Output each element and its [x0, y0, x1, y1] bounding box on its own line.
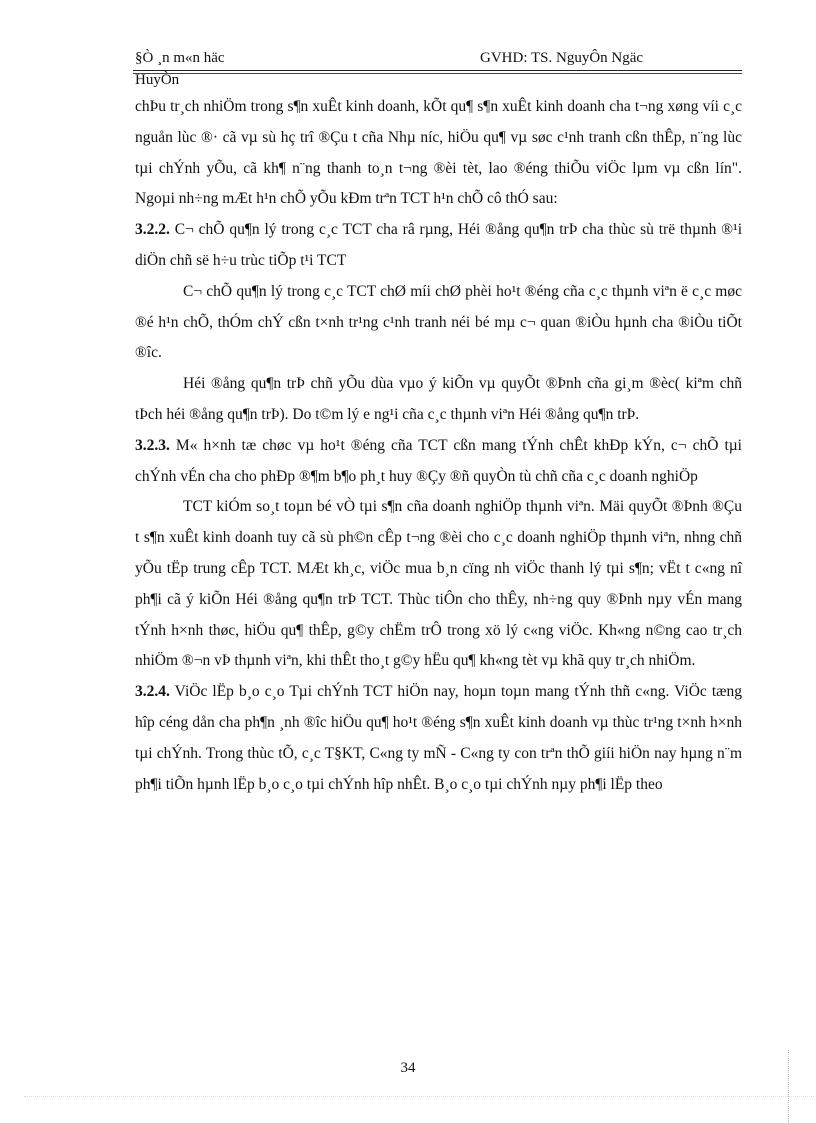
section-heading-text: ViÖc lËp b¸o c¸o Tµi chÝnh TCT hiÖn nay, hoµn toµn mang tÝnh thñ c«ng. ViÖc tæng hîp céng dån cha ph¶n ¸nh ®îc hiÖu qu¶ ho¹t ®éng s¶n xuÊt kinh doanh vµ thùc tr¹ng t×nh h×nh tµi chÝnh. Trong thùc tÕ, c¸c T§KT, C«ng ty mÑ - C«ng ty con trªn thÕ giíi hiÖn nay hµng n¨m ph¶i tiÕn hµnh lËp b¸o c¸o tµi chÝnh hîp nhÊt. B¸o c¸o tµi chÝnh nµy ph¶i lËp theo [135, 683, 742, 793]
section-number: 3.2.3. [135, 436, 170, 454]
section-number: 3.2.2. [135, 221, 170, 239]
paragraph-text: Héi ®ång qu¶n trÞ chñ yÕu dùa vµo ý kiÕn vµ quyÕt ®Þnh cña gi¸m ®èc( kiªm chñ tÞch héi ®ång qu¶n trÞ). Do t©m lý e ng¹i cña c¸c thµnh viªn Héi ®ång qu¶n trÞ. [135, 375, 742, 423]
paragraph [135, 369, 742, 431]
paragraph [135, 92, 742, 215]
section-paragraph [135, 431, 742, 493]
page-edge-dots [24, 1096, 814, 1097]
paragraph-text: C¬ chÕ qu¶n lý trong c¸c TCT chØ míi chØ phèi ho¹t ®éng cña c¸c thµnh viªn ë c¸c møc ®é h¹n chÕ, thÓm chÝ cßn t×nh tr¹ng c¹nh tranh néi bé mµ c¬ quan ®iÒu hµnh cha ®iÒu tiÕt ®îc. [135, 282, 742, 362]
section-heading-text: C¬ chÕ qu¶n lý trong c¸c TCT cha râ rµng, Héi ®ång qu¶n trÞ cha thùc sù trë thµnh ®¹i diÖn chñ së h÷u trùc tiÕp t¹i TCT [135, 221, 742, 269]
page-body [135, 92, 742, 800]
header-rule-secondary [133, 73, 742, 74]
paragraph-text: chÞu tr¸ch nhiÖm trong s¶n xuÊt kinh doanh, kÕt qu¶ s¶n xuÊt kinh doanh cha t¬ng xøng víi c¸c nguån lùc ®· cã vµ sù hç trî ®Çu t cña Nhµ níc, hiÖu qu¶ vµ søc c¹nh tranh cßn thÊp, n¨ng lùc tµi chÝnh yÕu, cã kh¶ n¨ng thanh to¸n t¬ng ®èi tèt, lao ®éng thiÕu viÖc lµm vµ cßn lín". Ngoµi nh÷ng mÆt h¹n chÕ yÕu kÐm trªn TCT h¹n chÕ cô thÓ sau: [135, 98, 742, 208]
page-number: 34 [400, 1060, 416, 1076]
margin-guide [788, 1050, 789, 1123]
section-paragraph [135, 215, 742, 277]
header-advisor: GVHD: TS. NguyÔn Ngäc [480, 50, 644, 66]
header-subject: §Ò ¸n m«n häc [135, 50, 225, 66]
paragraph [135, 277, 742, 369]
section-number: 3.2.4. [135, 683, 170, 701]
header-rule [133, 70, 742, 71]
section-heading-text: M« h×nh tæ chøc vµ ho¹t ®éng cña TCT cßn mang tÝnh chÊt khÐp kÝn, c¬ chÕ tµi chÝnh vÉn cha cho phÐp ®¶m b¶o ph¸t huy ®Çy ®ñ quyÒn tù chñ cña c¸c doanh nghiÖp [135, 436, 742, 485]
paragraph-text: TCT kiÓm so¸t toµn bé vÒ tµi s¶n cña doanh nghiÖp thµnh viªn. Mäi quyÕt ®Þnh ®Çu t s¶n xuÊt kinh doanh tuy cã sù ph©n cÊp t¬ng ®èi cho c¸c doanh nghiÖp thµnh viªn, nhng chñ yÕu tËp trung cÊp TCT. MÆt kh¸c, viÖc mua b¸n cïng nh viÖc thanh lý tµi s¶n; vËt t c«ng nî ph¶i cã ý kiÕn Héi ®ång qu¶n trÞ TCT. Thùc tiÔn cho thÊy, nh÷ng quy ®Þnh nµy vÉn mang tÝnh h×nh thøc, hiÖu qu¶ thÊp, g©y chËm trÔ trong xö lý c«ng viÖc. Kh«ng n©ng cao tr¸ch nhiÖm ®¬n vÞ thµnh viªn, khi thÊt tho¸t g©y hËu qu¶ kh«ng tèt vµ khã quy tr¸ch nhiÖm. [135, 498, 742, 670]
section-paragraph [135, 677, 742, 800]
paragraph [135, 492, 742, 677]
header-advisor-continued: HuyÒn [135, 72, 180, 88]
